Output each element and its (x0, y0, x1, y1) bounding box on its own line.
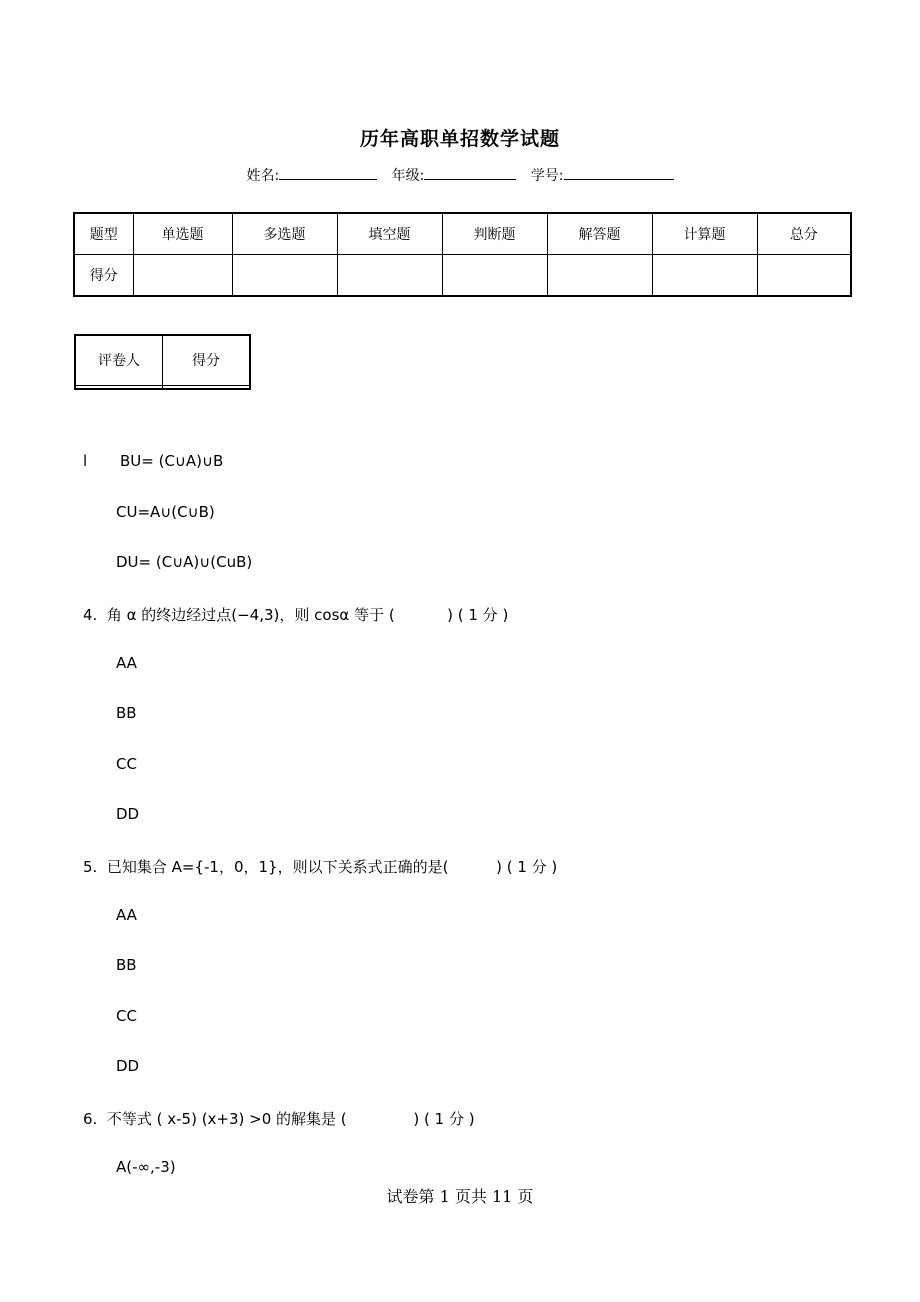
score-cell[interactable] (337, 255, 442, 297)
score-table-score-row (74, 255, 851, 297)
score-table (73, 212, 852, 297)
score-cell[interactable] (547, 255, 652, 297)
q4-option-a[interactable]: AA (116, 654, 137, 672)
score-header-cell: 计算题 (652, 213, 757, 255)
score-cell[interactable] (442, 255, 547, 297)
score-cell[interactable] (757, 255, 851, 297)
q4-option-c[interactable]: CC (116, 755, 137, 773)
score-header-cell: 多选题 (232, 213, 337, 255)
score-header-cell: 解答题 (547, 213, 652, 255)
grade-label: 年级: (391, 168, 425, 184)
grader-table (74, 334, 251, 390)
page-footer: 试卷第 1 页共 11 页 (386, 1187, 534, 1206)
score-table-header-row (74, 213, 851, 255)
q5-option-d[interactable]: DD (116, 1057, 140, 1075)
score-cell[interactable] (232, 255, 337, 297)
score-header-cell: 填空题 (337, 213, 442, 255)
name-blank[interactable] (279, 166, 377, 180)
id-field (531, 168, 674, 184)
q3-prefix: l (83, 452, 88, 470)
q5-option-a[interactable]: AA (116, 906, 137, 924)
exam-title: 历年高职单招数学试题 (359, 128, 560, 150)
score-header-cell: 总分 (757, 213, 851, 255)
q5-option-c[interactable]: CC (116, 1007, 137, 1025)
q3-option-b[interactable]: BU= (C∪A)∪B (120, 452, 224, 470)
grader-entry-row (75, 385, 250, 389)
q4-question: 4. 角 α 的终边经过点(−4,3)，则 cosα 等于 ( ) ( 1 分 ) (83, 606, 509, 624)
grade-field (392, 168, 517, 184)
name-label: 姓名: (246, 168, 280, 184)
score-header-cell: 题型 (74, 213, 133, 255)
grader-header-cell: 评卷人 (75, 335, 163, 385)
score-cell[interactable] (652, 255, 757, 297)
grade-blank[interactable] (424, 166, 516, 180)
score-header-cell: 单选题 (133, 213, 232, 255)
student-info-line (0, 165, 920, 185)
q5-option-b[interactable]: BB (116, 956, 137, 974)
score-row-label: 得分 (74, 255, 133, 297)
grader-header-row (75, 335, 250, 385)
q3-option-c[interactable]: CU=A∪(C∪B) (116, 503, 215, 521)
q4-option-d[interactable]: DD (116, 805, 140, 823)
grader-name-cell[interactable] (75, 385, 163, 389)
score-cell[interactable] (133, 255, 232, 297)
grader-header-cell: 得分 (163, 335, 251, 385)
id-label: 学号: (530, 168, 564, 184)
q4-option-b[interactable]: BB (116, 704, 137, 722)
q5-question: 5. 已知集合 A={-1，0，1}，则以下关系式正确的是( ) ( 1 分 ) (83, 858, 558, 876)
q6-option-a[interactable]: A(-∞,-3) (116, 1158, 176, 1176)
q3-option-d[interactable]: DU= (C∪A)∪(CuB) (116, 553, 253, 571)
q6-question: 6. 不等式 ( x-5) (x+3) >0 的解集是 ( ) ( 1 分 ) (83, 1110, 475, 1128)
grader-score-cell[interactable] (163, 385, 251, 389)
id-blank[interactable] (564, 166, 674, 180)
score-header-cell: 判断题 (442, 213, 547, 255)
name-field (246, 168, 377, 184)
